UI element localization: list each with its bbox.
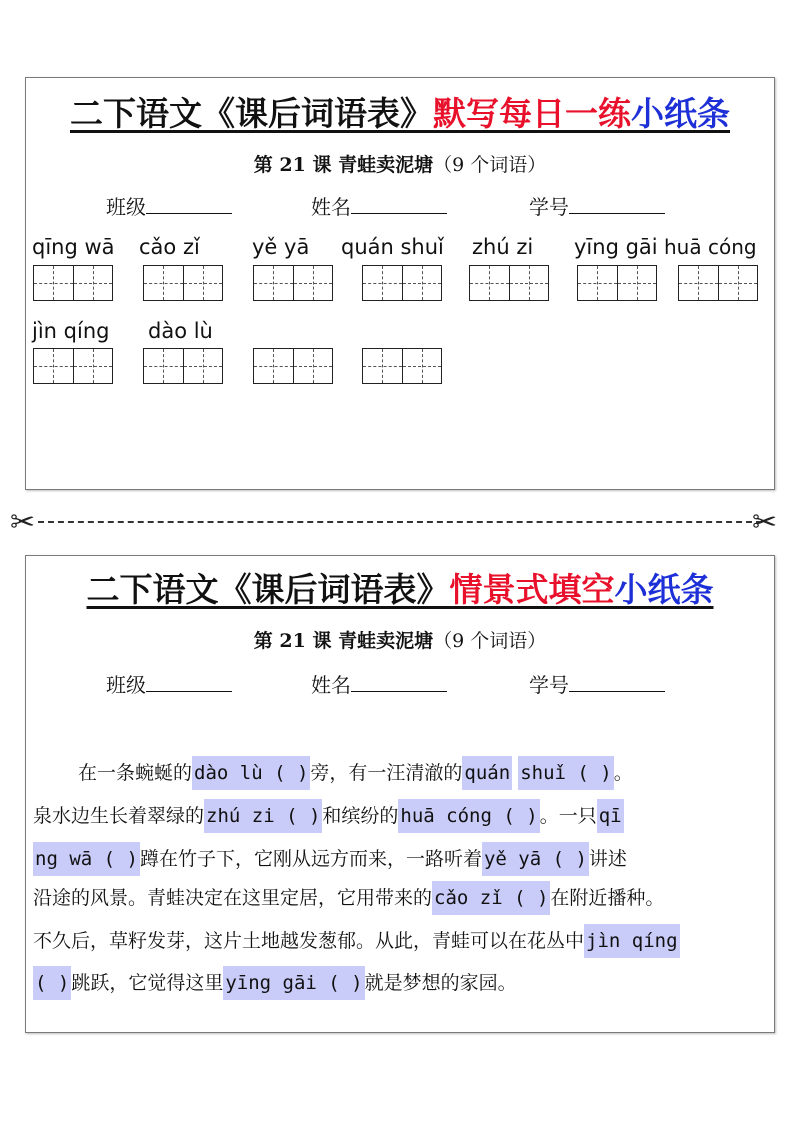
class-field[interactable]: 班级 — [106, 669, 232, 698]
student-number-field[interactable]: 学号 — [529, 669, 665, 698]
writing-grid[interactable] — [577, 265, 657, 301]
writing-grid[interactable] — [143, 265, 223, 301]
blank-qing-wa[interactable]: qī — [597, 799, 624, 833]
pinyin-label: cǎo zǐ — [139, 235, 200, 259]
blank-jin-qing-2[interactable]: ( ) — [33, 966, 71, 1000]
pinyin-label: yě yā — [252, 235, 310, 259]
pinyin-label: zhú zi — [472, 235, 534, 259]
card-title: 二下语文《课后词语表》默写每日一练小纸条 — [70, 94, 730, 133]
cut-line — [38, 521, 762, 523]
passage-line: 沿途的风景。青蛙决定在这里定居，它用带来的 cǎo zǐ ( ) 在附近播种。 — [33, 883, 664, 910]
writing-grid[interactable] — [33, 348, 113, 384]
blank-cao-zi[interactable]: cǎo zǐ ( ) — [432, 881, 550, 915]
writing-grid[interactable] — [362, 265, 442, 301]
passage-line: ( ) 跳跃，它觉得这里 yīng gāi ( ) 就是梦想的家园。 — [33, 968, 517, 995]
writing-grid[interactable] — [143, 348, 223, 384]
pinyin-label: yīng gāi — [574, 235, 658, 259]
pinyin-label: huā cóng — [664, 235, 757, 259]
writing-grid[interactable] — [469, 265, 549, 301]
fill-blank-card — [25, 555, 775, 1033]
blank-qing-wa-2[interactable]: ng wā ( ) — [33, 842, 140, 876]
student-number-field[interactable]: 学号 — [529, 191, 665, 220]
passage-line: 在一条蜿蜒的 dào lù ( ) 旁，有一汪清澈的 quán shuǐ ( ) 。 — [78, 758, 633, 785]
scissors-icon: ✂ — [10, 505, 36, 540]
blank-dao-lu[interactable]: dào lù ( ) — [192, 756, 310, 790]
writing-grid[interactable] — [678, 265, 758, 301]
name-field[interactable]: 姓名 — [311, 191, 447, 220]
blank-zhu-zi[interactable]: zhú zi ( ) — [204, 799, 322, 833]
blank-ye-ya[interactable]: yě yā ( ) — [482, 842, 589, 876]
scissors-icon: ✂ — [752, 505, 778, 540]
lesson-heading: 第 21 课 青蛙卖泥塘（9 个词语） — [253, 154, 547, 176]
writing-grid[interactable] — [253, 348, 333, 384]
pinyin-label: quán shuǐ — [341, 235, 444, 259]
class-field[interactable]: 班级 — [106, 191, 232, 220]
name-field[interactable]: 姓名 — [311, 669, 447, 698]
card-title: 二下语文《课后词语表》情景式填空小纸条 — [86, 570, 714, 609]
pinyin-label: qīng wā — [32, 235, 115, 259]
writing-grid[interactable] — [253, 265, 333, 301]
pinyin-label: jìn qíng — [32, 319, 110, 343]
lesson-heading: 第 21 课 青蛙卖泥塘（9 个词语） — [253, 630, 547, 652]
passage-line: 不久后，草籽发芽，这片土地越发葱郁。从此，青蛙可以在花丛中 jìn qíng — [33, 926, 680, 953]
blank-hua-cong[interactable]: huā cóng ( ) — [398, 799, 539, 833]
writing-grid[interactable] — [362, 348, 442, 384]
dictation-card — [25, 77, 775, 490]
blank-ying-gai[interactable]: yīng gāi ( ) — [223, 966, 364, 1000]
blank-quan-shui-2[interactable]: shuǐ ( ) — [518, 756, 614, 790]
writing-grid[interactable] — [33, 265, 113, 301]
pinyin-label: dào lù — [148, 319, 213, 343]
blank-jin-qing[interactable]: jìn qíng — [584, 924, 680, 958]
passage-line: ng wā ( ) 蹲在竹子下，它刚从远方而来，一路听着 yě yā ( ) 讲述 — [33, 844, 627, 871]
blank-quan-shui[interactable]: quán — [462, 756, 512, 790]
passage-line: 泉水边生长着翠绿的 zhú zi ( ) 和缤纷的 huā cóng ( ) 。一只 qī — [33, 801, 624, 828]
